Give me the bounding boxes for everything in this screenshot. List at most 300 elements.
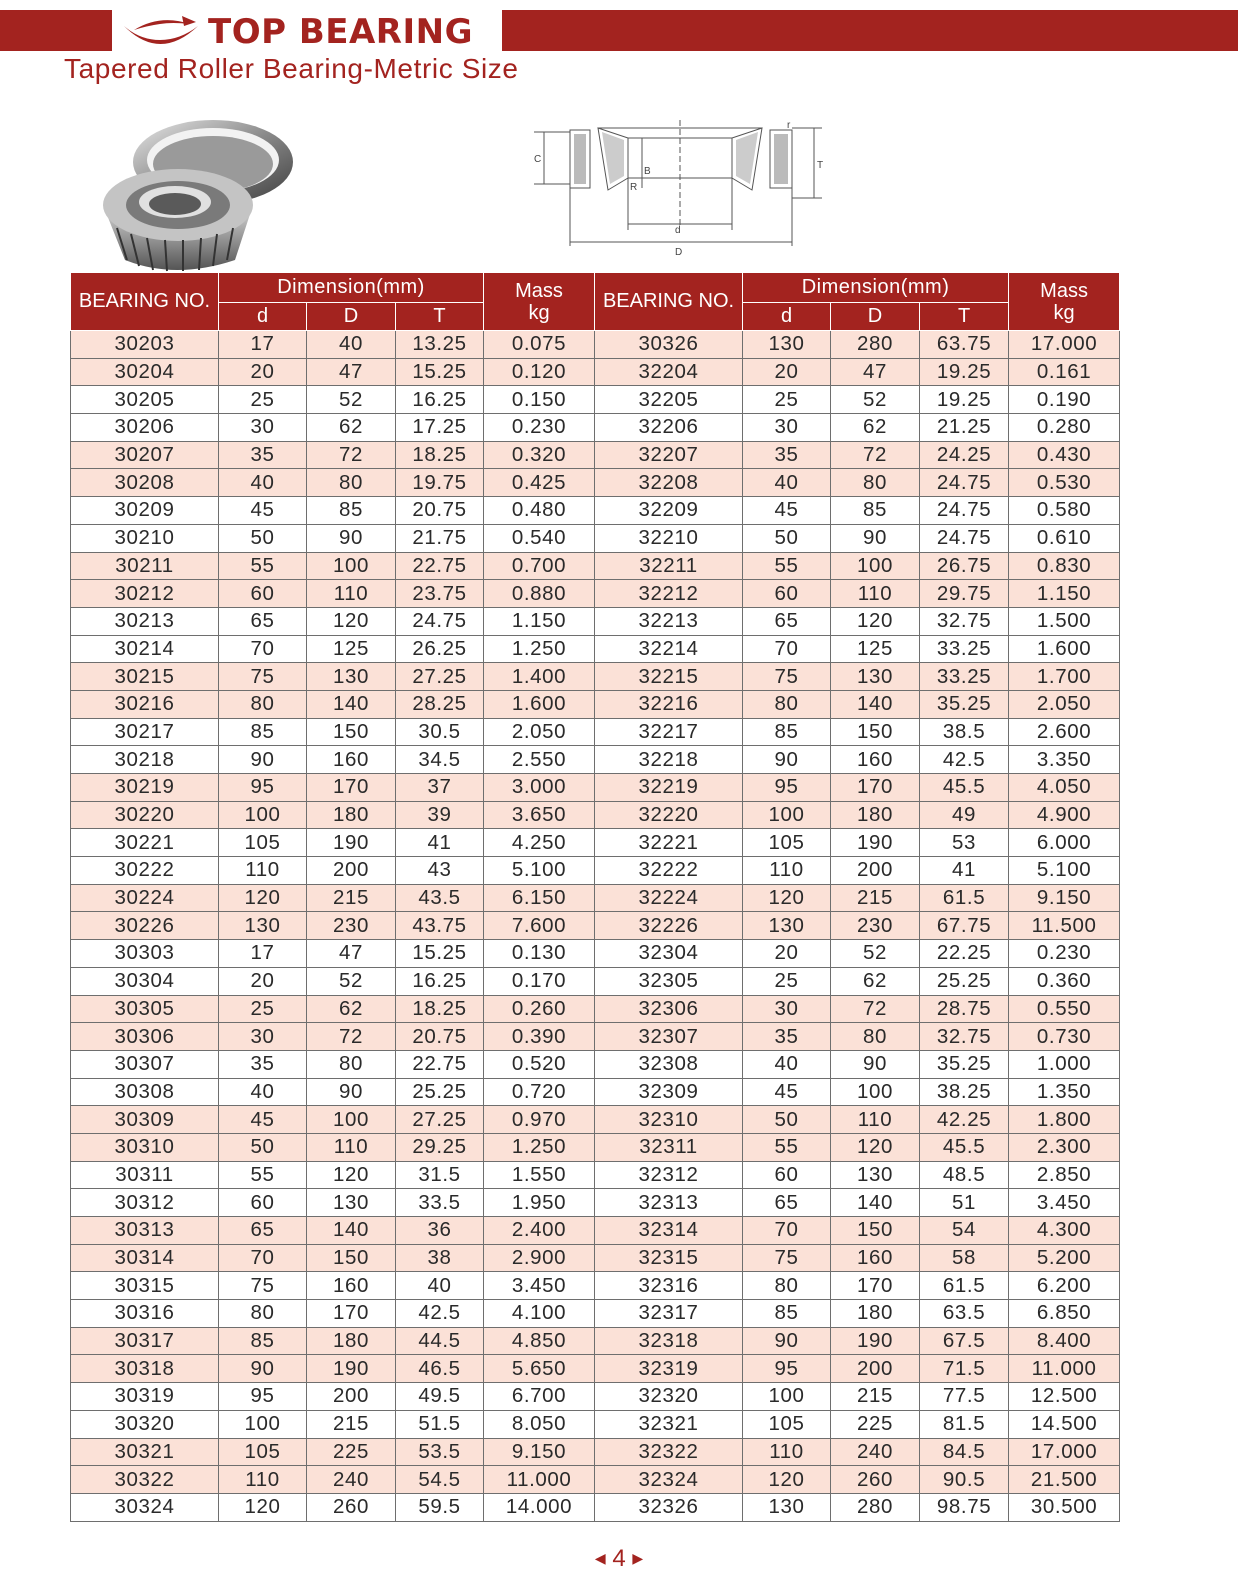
table-cell: 215	[831, 1383, 920, 1411]
table-cell: 30.500	[1009, 1493, 1120, 1521]
table-cell: 85	[307, 497, 396, 525]
table-row	[71, 1493, 1120, 1521]
table-row	[71, 857, 1120, 885]
table-cell: 43.75	[396, 912, 484, 940]
table-cell: 47	[307, 358, 396, 386]
table-cell: 30317	[71, 1327, 219, 1355]
table-cell: 53	[920, 829, 1009, 857]
table-cell: 140	[831, 1189, 920, 1217]
table-cell: 35.25	[920, 1050, 1009, 1078]
table-cell: 32221	[595, 829, 743, 857]
table-cell: 95	[219, 1383, 307, 1411]
table-cell: 19.25	[920, 358, 1009, 386]
table-cell: 1.350	[1009, 1078, 1120, 1106]
table-cell: 280	[831, 1493, 920, 1521]
table-cell: 0.550	[1009, 995, 1120, 1023]
table-cell: 100	[219, 1410, 307, 1438]
table-cell: 18.25	[396, 441, 484, 469]
table-cell: 75	[743, 663, 831, 691]
table-cell: 85	[219, 718, 307, 746]
table-cell: 30209	[71, 497, 219, 525]
table-cell: 30214	[71, 635, 219, 663]
table-cell: 24.75	[920, 469, 1009, 497]
table-cell: 32311	[595, 1133, 743, 1161]
table-cell: 63.75	[920, 331, 1009, 359]
table-cell: 0.230	[484, 414, 595, 442]
table-cell: 110	[307, 580, 396, 608]
table-cell: 30306	[71, 1023, 219, 1051]
table-cell: 61.5	[920, 1272, 1009, 1300]
table-row	[71, 1189, 1120, 1217]
table-cell: 190	[831, 829, 920, 857]
table-cell: 130	[307, 663, 396, 691]
table-cell: 65	[219, 607, 307, 635]
table-cell: 0.390	[484, 1023, 595, 1051]
table-cell: 120	[743, 1466, 831, 1494]
table-cell: 32305	[595, 967, 743, 995]
table-cell: 32314	[595, 1217, 743, 1245]
table-cell: 30320	[71, 1410, 219, 1438]
table-cell: 0.700	[484, 552, 595, 580]
table-cell: 40	[396, 1272, 484, 1300]
label-T: T	[817, 160, 824, 171]
table-cell: 65	[743, 607, 831, 635]
table-cell: 24.75	[920, 524, 1009, 552]
table-cell: 30213	[71, 607, 219, 635]
table-cell: 21.500	[1009, 1466, 1120, 1494]
table-cell: 110	[743, 1438, 831, 1466]
label-r: r	[787, 120, 791, 131]
table-cell: 3.350	[1009, 746, 1120, 774]
table-cell: 130	[743, 912, 831, 940]
table-row	[71, 829, 1120, 857]
table-cell: 72	[307, 441, 396, 469]
table-row	[71, 774, 1120, 802]
table-cell: 4.900	[1009, 801, 1120, 829]
table-cell: 31.5	[396, 1161, 484, 1189]
table-cell: 32.75	[920, 607, 1009, 635]
table-cell: 40	[743, 469, 831, 497]
table-cell: 2.850	[1009, 1161, 1120, 1189]
table-cell: 215	[307, 1410, 396, 1438]
table-cell: 6.700	[484, 1383, 595, 1411]
table-cell: 30313	[71, 1217, 219, 1245]
table-cell: 80	[743, 690, 831, 718]
table-cell: 0.970	[484, 1106, 595, 1134]
table-cell: 17.25	[396, 414, 484, 442]
table-row	[71, 1023, 1120, 1051]
table-cell: 90	[307, 1078, 396, 1106]
table-cell: 55	[743, 552, 831, 580]
table-cell: 30	[743, 995, 831, 1023]
table-cell: 24.25	[920, 441, 1009, 469]
table-cell: 17	[219, 331, 307, 359]
table-row	[71, 1383, 1120, 1411]
table-cell: 32208	[595, 469, 743, 497]
table-cell: 100	[831, 552, 920, 580]
table-cell: 1.600	[484, 690, 595, 718]
table-cell: 32207	[595, 441, 743, 469]
table-cell: 3.450	[484, 1272, 595, 1300]
brand-name: TOP BEARING	[208, 12, 473, 52]
table-cell: 280	[831, 331, 920, 359]
table-cell: 0.530	[1009, 469, 1120, 497]
table-row	[71, 331, 1120, 359]
table-cell: 32320	[595, 1383, 743, 1411]
label-B: B	[644, 166, 651, 177]
table-body	[71, 331, 1120, 1522]
table-cell: 120	[743, 884, 831, 912]
table-cell: 14.000	[484, 1493, 595, 1521]
table-row	[71, 552, 1120, 580]
table-cell: 24.75	[396, 607, 484, 635]
table-cell: 1.250	[484, 1133, 595, 1161]
table-cell: 90	[831, 524, 920, 552]
table-cell: 30321	[71, 1438, 219, 1466]
table-cell: 32312	[595, 1161, 743, 1189]
table-cell: 215	[307, 884, 396, 912]
table-cell: 40	[743, 1050, 831, 1078]
table-cell: 180	[307, 801, 396, 829]
header-bearing-no: BEARING NO.	[595, 273, 743, 331]
table-cell: 8.050	[484, 1410, 595, 1438]
table-cell: 21.25	[920, 414, 1009, 442]
table-cell: 105	[219, 829, 307, 857]
table-cell: 120	[831, 1133, 920, 1161]
table-cell: 25	[219, 386, 307, 414]
table-cell: 32210	[595, 524, 743, 552]
header-mass	[484, 273, 595, 331]
table-row	[71, 1217, 1120, 1245]
table-cell: 160	[307, 746, 396, 774]
table-cell: 32313	[595, 1189, 743, 1217]
table-cell: 32216	[595, 690, 743, 718]
table-cell: 72	[831, 995, 920, 1023]
table-cell: 47	[307, 940, 396, 968]
table-row	[71, 524, 1120, 552]
table-cell: 30204	[71, 358, 219, 386]
table-cell: 4.100	[484, 1300, 595, 1328]
table-cell: 52	[307, 386, 396, 414]
table-cell: 62	[307, 414, 396, 442]
header-D: D	[307, 303, 396, 331]
table-cell: 85	[831, 497, 920, 525]
table-cell: 62	[307, 995, 396, 1023]
next-arrow-icon: ▶	[632, 1550, 644, 1567]
table-cell: 32310	[595, 1106, 743, 1134]
table-cell: 105	[743, 829, 831, 857]
table-cell: 50	[219, 1133, 307, 1161]
table-cell: 0.230	[1009, 940, 1120, 968]
table-cell: 20	[219, 967, 307, 995]
table-cell: 3.650	[484, 801, 595, 829]
table-cell: 42.25	[920, 1106, 1009, 1134]
table-cell: 11.000	[484, 1466, 595, 1494]
table-row	[71, 441, 1120, 469]
table-cell: 40	[307, 331, 396, 359]
table-cell: 25	[743, 386, 831, 414]
table-cell: 95	[743, 1355, 831, 1383]
table-cell: 0.161	[1009, 358, 1120, 386]
table-cell: 3.000	[484, 774, 595, 802]
table-cell: 4.850	[484, 1327, 595, 1355]
table-cell: 190	[307, 1355, 396, 1383]
table-cell: 59.5	[396, 1493, 484, 1521]
table-cell: 30215	[71, 663, 219, 691]
table-cell: 65	[743, 1189, 831, 1217]
table-cell: 140	[831, 690, 920, 718]
table-cell: 70	[743, 635, 831, 663]
table-cell: 30309	[71, 1106, 219, 1134]
table-cell: 30218	[71, 746, 219, 774]
table-cell: 170	[831, 1272, 920, 1300]
table-cell: 22.75	[396, 1050, 484, 1078]
table-cell: 85	[743, 718, 831, 746]
table-cell: 200	[307, 857, 396, 885]
table-cell: 2.600	[1009, 718, 1120, 746]
table-cell: 15.25	[396, 358, 484, 386]
table-cell: 32220	[595, 801, 743, 829]
table-cell: 45	[219, 497, 307, 525]
table-cell: 120	[307, 607, 396, 635]
table-cell: 0.130	[484, 940, 595, 968]
table-cell: 7.600	[484, 912, 595, 940]
table-cell: 32315	[595, 1244, 743, 1272]
table-cell: 130	[831, 1161, 920, 1189]
table-cell: 30304	[71, 967, 219, 995]
table-cell: 0.075	[484, 331, 595, 359]
table-cell: 51.5	[396, 1410, 484, 1438]
table-cell: 85	[219, 1327, 307, 1355]
table-cell: 55	[219, 1161, 307, 1189]
table-cell: 110	[831, 1106, 920, 1134]
table-cell: 32304	[595, 940, 743, 968]
table-cell: 2.550	[484, 746, 595, 774]
header-bar-right	[502, 10, 1238, 51]
table-cell: 160	[831, 1244, 920, 1272]
table-cell: 25.25	[920, 967, 1009, 995]
table-cell: 48.5	[920, 1161, 1009, 1189]
table-cell: 2.300	[1009, 1133, 1120, 1161]
table-cell: 32.75	[920, 1023, 1009, 1051]
table-cell: 32209	[595, 497, 743, 525]
table-row	[71, 1272, 1120, 1300]
table-row	[71, 1133, 1120, 1161]
table-cell: 30211	[71, 552, 219, 580]
table-cell: 180	[307, 1327, 396, 1355]
table-row	[71, 1106, 1120, 1134]
table-cell: 30219	[71, 774, 219, 802]
table-cell: 63.5	[920, 1300, 1009, 1328]
table-cell: 30224	[71, 884, 219, 912]
table-cell: 62	[831, 967, 920, 995]
table-cell: 225	[307, 1438, 396, 1466]
table-cell: 20.75	[396, 1023, 484, 1051]
table-cell: 28.25	[396, 690, 484, 718]
table-cell: 32222	[595, 857, 743, 885]
table-row	[71, 358, 1120, 386]
table-cell: 0.425	[484, 469, 595, 497]
table-row	[71, 635, 1120, 663]
table-cell: 260	[307, 1493, 396, 1521]
table-cell: 52	[831, 940, 920, 968]
table-cell: 32204	[595, 358, 743, 386]
table-cell: 130	[307, 1189, 396, 1217]
table-row	[71, 1244, 1120, 1272]
table-cell: 32316	[595, 1272, 743, 1300]
table-cell: 41	[920, 857, 1009, 885]
table-cell: 120	[219, 1493, 307, 1521]
table-cell: 30303	[71, 940, 219, 968]
table-row	[71, 1438, 1120, 1466]
table-cell: 17.000	[1009, 331, 1120, 359]
table-cell: 0.430	[1009, 441, 1120, 469]
table-cell: 2.900	[484, 1244, 595, 1272]
table-cell: 22.75	[396, 552, 484, 580]
table-cell: 49.5	[396, 1383, 484, 1411]
table-cell: 32212	[595, 580, 743, 608]
bearing-cross-section-diagram	[530, 118, 830, 263]
table-cell: 140	[307, 1217, 396, 1245]
table-cell: 21.75	[396, 524, 484, 552]
table-cell: 1.700	[1009, 663, 1120, 691]
table-cell: 260	[831, 1466, 920, 1494]
table-cell: 6.850	[1009, 1300, 1120, 1328]
table-row	[71, 1327, 1120, 1355]
table-cell: 30.5	[396, 718, 484, 746]
table-cell: 29.25	[396, 1133, 484, 1161]
table-cell: 0.150	[484, 386, 595, 414]
table-cell: 32306	[595, 995, 743, 1023]
table-cell: 30326	[595, 331, 743, 359]
table-cell: 27.25	[396, 1106, 484, 1134]
table-row	[71, 1355, 1120, 1383]
table-cell: 110	[219, 1466, 307, 1494]
table-cell: 125	[831, 635, 920, 663]
table-cell: 0.520	[484, 1050, 595, 1078]
table-row	[71, 663, 1120, 691]
table-cell: 25	[743, 967, 831, 995]
table-cell: 160	[307, 1272, 396, 1300]
table-cell: 190	[307, 829, 396, 857]
table-cell: 54.5	[396, 1466, 484, 1494]
table-cell: 32224	[595, 884, 743, 912]
table-cell: 32308	[595, 1050, 743, 1078]
table-cell: 100	[219, 801, 307, 829]
header-T: T	[920, 303, 1009, 331]
table-cell: 55	[743, 1133, 831, 1161]
table-cell: 4.250	[484, 829, 595, 857]
table-cell: 1.600	[1009, 635, 1120, 663]
table-cell: 120	[307, 1161, 396, 1189]
table-cell: 230	[307, 912, 396, 940]
table-cell: 27.25	[396, 663, 484, 691]
header-bar-left	[0, 10, 112, 51]
table-cell: 180	[831, 801, 920, 829]
table-cell: 95	[743, 774, 831, 802]
table-cell: 6.150	[484, 884, 595, 912]
table-cell: 90.5	[920, 1466, 1009, 1494]
table-cell: 29.75	[920, 580, 1009, 608]
table-cell: 75	[219, 1272, 307, 1300]
table-cell: 8.400	[1009, 1327, 1120, 1355]
brand-logo	[120, 10, 473, 54]
table-cell: 70	[219, 1244, 307, 1272]
table-cell: 11.000	[1009, 1355, 1120, 1383]
table-cell: 45.5	[920, 774, 1009, 802]
table-cell: 90	[219, 746, 307, 774]
table-cell: 61.5	[920, 884, 1009, 912]
label-D: D	[675, 247, 683, 258]
table-cell: 105	[743, 1410, 831, 1438]
table-cell: 67.5	[920, 1327, 1009, 1355]
table-cell: 85	[743, 1300, 831, 1328]
table-cell: 32321	[595, 1410, 743, 1438]
table-cell: 32213	[595, 607, 743, 635]
table-cell: 45	[219, 1106, 307, 1134]
table-cell: 32324	[595, 1466, 743, 1494]
table-cell: 6.000	[1009, 829, 1120, 857]
table-cell: 110	[831, 580, 920, 608]
table-cell: 120	[219, 884, 307, 912]
table-cell: 90	[743, 1327, 831, 1355]
table-cell: 150	[307, 718, 396, 746]
table-cell: 16.25	[396, 386, 484, 414]
table-cell: 30210	[71, 524, 219, 552]
table-cell: 80	[219, 1300, 307, 1328]
table-cell: 12.500	[1009, 1383, 1120, 1411]
table-cell: 38.5	[920, 718, 1009, 746]
table-cell: 4.050	[1009, 774, 1120, 802]
table-cell: 5.200	[1009, 1244, 1120, 1272]
table-cell: 25	[219, 995, 307, 1023]
table-cell: 46.5	[396, 1355, 484, 1383]
table-cell: 71.5	[920, 1355, 1009, 1383]
table-cell: 30206	[71, 414, 219, 442]
table-row	[71, 469, 1120, 497]
table-cell: 170	[307, 774, 396, 802]
table-cell: 43	[396, 857, 484, 885]
table-cell: 9.150	[1009, 884, 1120, 912]
header-mass-unit: kg	[528, 301, 550, 324]
table-cell: 32211	[595, 552, 743, 580]
table-cell: 30311	[71, 1161, 219, 1189]
table-cell: 30216	[71, 690, 219, 718]
table-cell: 51	[920, 1189, 1009, 1217]
table-cell: 180	[831, 1300, 920, 1328]
table-cell: 17.000	[1009, 1438, 1120, 1466]
table-cell: 30217	[71, 718, 219, 746]
table-cell: 110	[743, 857, 831, 885]
table-cell: 44.5	[396, 1327, 484, 1355]
table-cell: 32219	[595, 774, 743, 802]
table-cell: 65	[219, 1217, 307, 1245]
table-cell: 4.300	[1009, 1217, 1120, 1245]
table-row	[71, 1050, 1120, 1078]
table-cell: 50	[219, 524, 307, 552]
table-cell: 80	[219, 690, 307, 718]
table-cell: 0.880	[484, 580, 595, 608]
table-cell: 2.050	[1009, 690, 1120, 718]
table-cell: 50	[743, 524, 831, 552]
table-cell: 42.5	[920, 746, 1009, 774]
table-cell: 45.5	[920, 1133, 1009, 1161]
table-cell: 9.150	[484, 1438, 595, 1466]
table-cell: 38	[396, 1244, 484, 1272]
table-row	[71, 718, 1120, 746]
table-cell: 130	[831, 663, 920, 691]
table-cell: 125	[307, 635, 396, 663]
